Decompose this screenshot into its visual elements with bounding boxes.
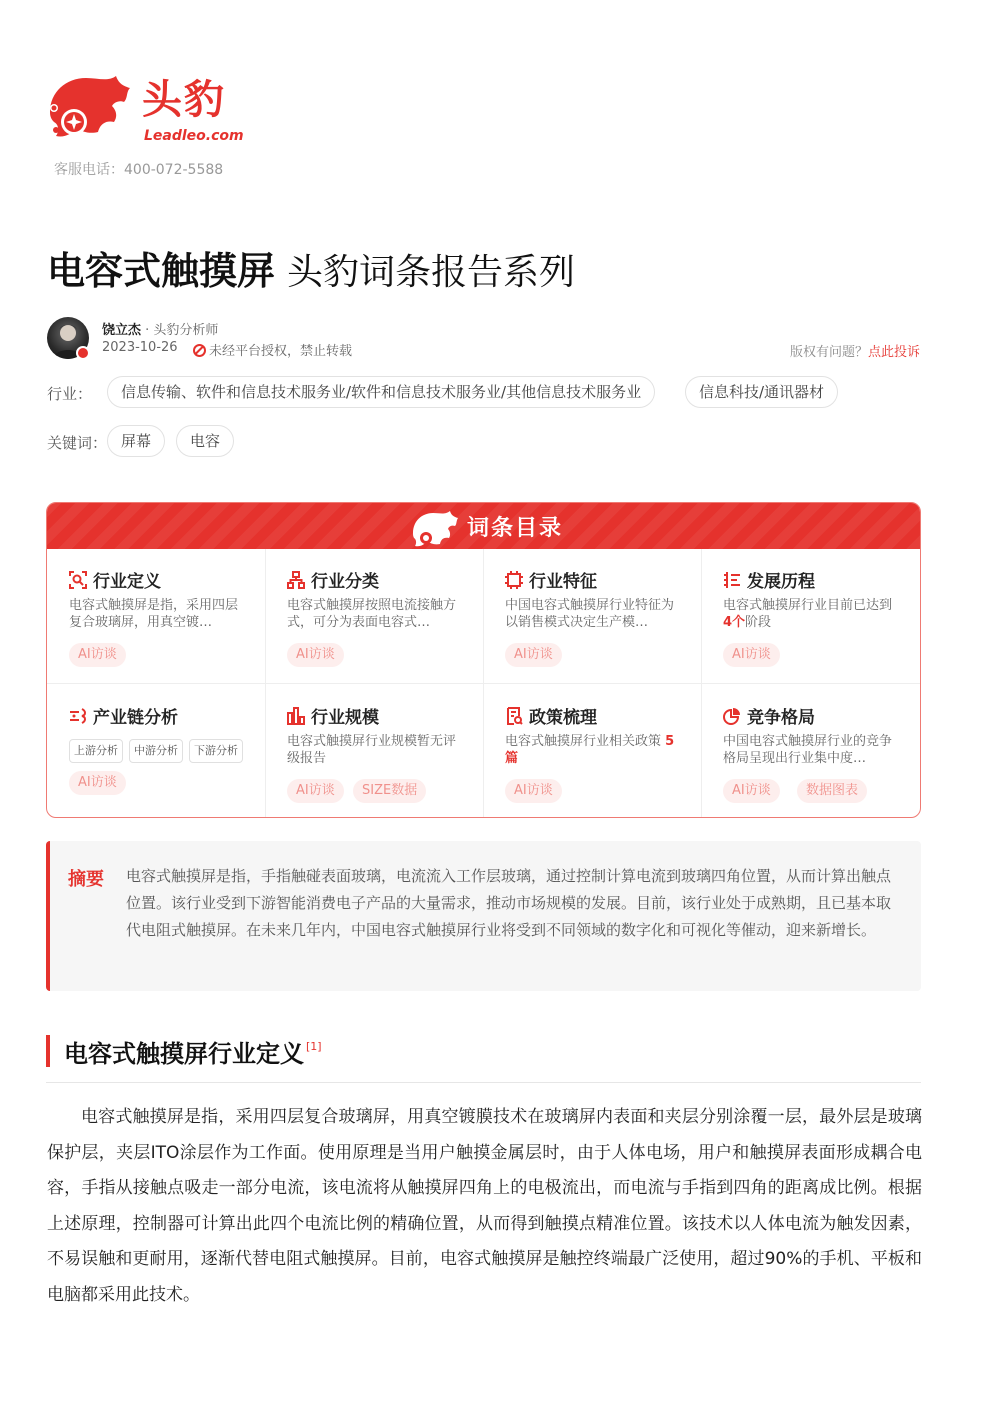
- catalog-item-desc: [505, 733, 680, 767]
- industry-tag[interactable]: 信息传输、软件和信息技术服务业/软件和信息技术服务业/其他信息技术服务业: [107, 376, 655, 408]
- size-data-pill[interactable]: SIZE数据: [353, 779, 426, 803]
- brand-name-cn: 头豹: [142, 77, 226, 123]
- scale-icon: [287, 707, 305, 725]
- section-title-text: 电容式触摸屏行业定义: [64, 1040, 304, 1068]
- forbidden-icon: [193, 344, 206, 357]
- catalog-header: [47, 503, 920, 549]
- complaint-link[interactable]: 点此投诉: [867, 345, 920, 360]
- title-sub: 头豹词条报告系列: [287, 252, 576, 293]
- chain-icon: [69, 707, 87, 725]
- section-title: [64, 1034, 322, 1069]
- publish-date: 2023-10-26: [102, 340, 178, 355]
- keyword-tag[interactable]: 屏幕: [107, 425, 165, 457]
- ai-interview-pill[interactable]: AI访谈: [287, 643, 344, 667]
- catalog-item-classification[interactable]: [265, 549, 483, 683]
- competition-icon: [723, 707, 741, 725]
- keyword-tag[interactable]: 电容: [176, 425, 234, 457]
- policy-count: 5篇: [505, 734, 675, 766]
- divider: [47, 683, 920, 684]
- copyright-notice: [193, 340, 352, 359]
- summary-text: 电容式触摸屏是指，手指触碰表面玻璃，电流流入工作层玻璃，通过控制计算电流到玻璃四角位置，从而计算出触点位置。该行业受到下游智能消费电子产品的大量需求，推动市场规模的发展。目前，该行业处于成熟期，且已基本取代电阻式触摸屏。在未来几年内，中国电容式触摸屏行业将受到不同领域的数字化和可视化等催动，迎来新增长。: [126, 867, 892, 939]
- catalog-item-title: 竞争格局: [747, 708, 815, 728]
- catalog-item-desc: 中国电容式触摸屏行业特征为以销售模式决定生产模…: [505, 598, 675, 630]
- data-chart-pill[interactable]: 数据图表: [797, 779, 867, 803]
- catalog-item-title: 行业特征: [529, 572, 597, 592]
- section-body: 电容式触摸屏是指，采用四层复合玻璃屏，用真空镀膜技术在玻璃屏内表面和夹层分别涂覆一层，最外层是玻璃保护层，夹层ITO涂层作为工作面。使用原理是当用户触摸金属层时，由于人体电场，用户和触摸屏表面形成耦合电容，手指从接触点吸走一部分电流，该电流将从触摸屏四角上的电极流出，而电流与手指到四角的距离成比例。根据上述原理，控制器可计算出此四个电流比例的精确位置，从而得到触摸点精准位置。该技术以人体电流为触发因素，不易误触和更耐用，逐渐代替电阻式触摸屏。目前，电容式触摸屏是触控终端最广泛使用，超过90%的手机、平板和电脑都采用此技术。: [47, 1107, 922, 1305]
- keywords-label: 关键词：: [47, 434, 108, 452]
- reference-link[interactable]: [1]: [306, 1040, 322, 1053]
- catalog-item-history[interactable]: [701, 549, 919, 683]
- catalog-item-title: 行业分类: [311, 572, 379, 592]
- catalog-item-title: 发展历程: [747, 572, 815, 592]
- notice-text: 未经平台授权，禁止转载: [209, 344, 353, 359]
- policy-icon: [505, 707, 523, 725]
- leopard-logo-icon: [44, 72, 134, 140]
- feature-icon: [505, 571, 523, 589]
- leopard-logo-icon: [409, 509, 459, 549]
- hotline-text: 客服电话：400-072-5588: [54, 162, 224, 178]
- author-name[interactable]: 饶立杰: [102, 323, 142, 338]
- summary-label: 摘要: [68, 869, 104, 890]
- brand-logo[interactable]: [44, 70, 284, 150]
- catalog-item-desc: 电容式触摸屏行业规模暂无评级报告: [287, 734, 457, 766]
- catalog-item-title: 政策梳理: [529, 708, 597, 728]
- catalog-item-title: 行业规模: [311, 708, 379, 728]
- catalog-item-feature[interactable]: [483, 549, 701, 683]
- history-icon: [723, 571, 741, 589]
- downstream-analysis-chip[interactable]: 下游分析: [189, 739, 243, 763]
- classification-icon: [287, 571, 305, 589]
- ai-interview-pill[interactable]: AI访谈: [505, 643, 562, 667]
- catalog-item-title: 行业定义: [93, 572, 161, 592]
- industry-tag[interactable]: 信息科技/通讯器材: [685, 376, 838, 408]
- author-role: · 头豹分析师: [141, 323, 219, 338]
- catalog-item-scale[interactable]: [265, 685, 483, 818]
- ai-interview-pill[interactable]: AI访谈: [723, 643, 780, 667]
- catalog-item-chain[interactable]: [47, 685, 265, 818]
- ai-interview-pill[interactable]: AI访谈: [723, 779, 780, 803]
- industry-label: 行业：: [47, 385, 93, 403]
- brand-name-en: Leadleo.com: [144, 128, 244, 144]
- catalog-item-desc: 中国电容式触摸屏行业的竞争格局呈现出行业集中度…: [723, 734, 893, 766]
- page-title: [47, 240, 575, 292]
- ai-interview-pill[interactable]: AI访谈: [505, 779, 562, 803]
- ai-interview-pill[interactable]: AI访谈: [287, 779, 344, 803]
- author-line: [102, 319, 218, 338]
- catalog-item-definition[interactable]: [47, 549, 265, 683]
- catalog-item-desc: 电容式触摸屏按照电流接触方式，可分为表面电容式…: [287, 598, 457, 630]
- verified-badge-icon: [76, 346, 90, 360]
- upstream-analysis-chip[interactable]: 上游分析: [69, 739, 123, 763]
- catalog-item-title: 产业链分析: [93, 708, 178, 728]
- ai-interview-pill[interactable]: AI访谈: [69, 643, 126, 667]
- copyright-question: 版权有问题？: [789, 345, 868, 360]
- divider: [46, 1082, 921, 1083]
- definition-icon: [69, 571, 87, 589]
- catalog-item-desc: 电容式触摸屏是指，采用四层复合玻璃屏，用真空镀…: [69, 598, 239, 630]
- catalog-item-policy[interactable]: [483, 685, 701, 818]
- section-accent-bar: [46, 1035, 50, 1067]
- summary-box: [46, 841, 921, 991]
- desc-text: 阶段: [745, 615, 772, 630]
- desc-text: 电容式触摸屏行业相关政策: [505, 734, 666, 749]
- ai-interview-pill[interactable]: AI访谈: [69, 771, 126, 795]
- title-main: 电容式触摸屏: [47, 249, 276, 293]
- stage-count: 4个: [723, 615, 746, 630]
- copyright-complaint: [790, 341, 920, 360]
- desc-text: 电容式触摸屏行业目前已达到: [723, 598, 893, 613]
- midstream-analysis-chip[interactable]: 中游分析: [129, 739, 183, 763]
- catalog-title: 词条目录: [467, 516, 564, 541]
- catalog-item-competition[interactable]: [701, 685, 919, 818]
- catalog-item-desc: [723, 597, 898, 631]
- catalog-panel: [46, 502, 921, 818]
